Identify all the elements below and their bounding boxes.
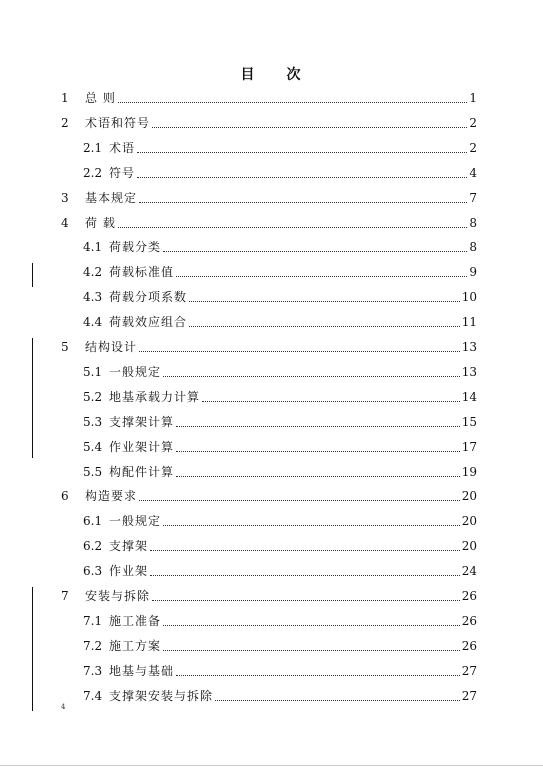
- toc-entry-number: 7: [61, 589, 69, 603]
- toc-leader-dots: [176, 426, 460, 427]
- toc-entry-page-number: 14: [461, 389, 477, 404]
- toc-entry-page-number: 2: [469, 140, 477, 155]
- toc-entry-page-number: 27: [461, 688, 477, 703]
- toc-section-row[interactable]: [83, 288, 477, 306]
- toc-entry-number: 4.4: [83, 315, 103, 330]
- toc-section-row[interactable]: [83, 413, 477, 431]
- toc-leader-dots: [215, 700, 460, 701]
- toc-leader-dots: [163, 251, 467, 252]
- toc-entry-number: 2.1: [83, 140, 103, 155]
- toc-entry-label: 荷载分类: [109, 240, 162, 255]
- toc-entry-label: 符号: [109, 165, 136, 180]
- toc-entry-label: 地基承载力计算: [109, 389, 201, 404]
- toc-entry-page-number: 26: [461, 638, 477, 653]
- toc-entry-page-number: 11: [461, 315, 477, 330]
- toc-entry-page-number: 20: [461, 539, 477, 554]
- toc-entry-page-number: 19: [461, 464, 477, 479]
- toc-leader-dots: [176, 276, 467, 277]
- toc-chapter-row[interactable]: [61, 487, 477, 505]
- revision-change-bar: [32, 587, 33, 711]
- toc-section-row[interactable]: [83, 662, 477, 680]
- toc-entry-number: 6.2: [83, 539, 103, 554]
- toc-leader-dots: [189, 301, 460, 302]
- toc-section-row[interactable]: [83, 238, 477, 256]
- toc-chapter-row[interactable]: [61, 189, 477, 207]
- toc-entry-page-number: 8: [469, 215, 477, 230]
- toc-section-row[interactable]: [83, 537, 477, 555]
- toc-entry-number: 6.3: [83, 564, 103, 579]
- toc-section-row[interactable]: [83, 139, 477, 157]
- toc-entry-label: 支撑架计算: [109, 414, 175, 429]
- toc-leader-dots: [152, 127, 467, 128]
- toc-entry-label: 施工方案: [109, 638, 162, 653]
- toc-entry-label: 荷 载: [85, 215, 116, 230]
- toc-entry-page-number: 20: [461, 514, 477, 529]
- toc-entry-page-number: 4: [469, 165, 477, 180]
- toc-leader-dots: [139, 500, 460, 501]
- toc-entry-number: 4: [61, 215, 69, 230]
- toc-leader-dots: [137, 152, 467, 153]
- toc-entry-label: 荷载标准值: [109, 265, 175, 280]
- toc-entry-label: 一般规定: [109, 364, 162, 379]
- toc-chapter-row[interactable]: [61, 214, 477, 232]
- toc-section-row[interactable]: [83, 612, 477, 630]
- toc-entry-page-number: 10: [461, 290, 477, 305]
- toc-entry-label: 术语: [109, 140, 136, 155]
- bottom-rule: [0, 765, 543, 766]
- toc-section-row[interactable]: [83, 438, 477, 456]
- toc-leader-dots: [163, 650, 460, 651]
- toc-entry-label: 一般规定: [109, 514, 162, 529]
- toc-section-row[interactable]: [83, 463, 477, 481]
- toc-entry-label: 安装与拆除: [85, 589, 151, 603]
- toc-entry-number: 1: [61, 91, 69, 105]
- toc-entry-number: 7.4: [83, 688, 103, 703]
- toc-entry-label: 构造要求: [85, 489, 138, 504]
- toc-entry-number: 2.2: [83, 165, 103, 180]
- toc-entry-page-number: 27: [461, 663, 477, 678]
- toc-leader-dots: [163, 376, 460, 377]
- toc-entry-number: 5.1: [83, 364, 103, 379]
- toc-entry-number: 4.2: [83, 265, 103, 280]
- toc-entry-number: 2: [61, 115, 69, 130]
- toc-entry-page-number: 13: [461, 364, 477, 379]
- toc-entry-number: 5.4: [83, 439, 103, 454]
- toc-entry-label: 地基与基础: [109, 663, 175, 678]
- toc-entry-label: 施工准备: [109, 613, 162, 628]
- toc-leader-dots: [152, 600, 460, 601]
- toc-entry-label: 术语和符号: [85, 115, 151, 130]
- toc-entry-number: 6: [61, 489, 69, 504]
- toc-entry-page-number: 8: [469, 240, 477, 255]
- toc-entry-page-number: 20: [461, 489, 477, 504]
- toc-entry-label: 荷载分项系数: [109, 290, 188, 305]
- toc-entry-number: 4.1: [83, 240, 103, 255]
- toc-leader-dots: [163, 525, 460, 526]
- toc-entry-number: 7.2: [83, 638, 103, 653]
- toc-title-right: 次: [286, 67, 303, 83]
- toc-section-row[interactable]: [83, 687, 477, 705]
- toc-section-row[interactable]: [83, 512, 477, 530]
- toc-entry-label: 作业架计算: [109, 439, 175, 454]
- toc-entry-label: 荷载效应组合: [109, 315, 188, 330]
- toc-entry-number: 5: [61, 340, 69, 354]
- toc-entry-number: 7.3: [83, 663, 103, 678]
- toc-leader-dots: [163, 625, 460, 626]
- toc-entry-page-number: 2: [469, 115, 477, 130]
- toc-entry-page-number: 9: [469, 265, 477, 280]
- toc-entry-page-number: 1: [469, 91, 477, 105]
- toc-section-row[interactable]: [83, 562, 477, 580]
- toc-entry-label: 构配件计算: [109, 464, 175, 479]
- toc-section-row[interactable]: [83, 388, 477, 406]
- toc-chapter-row[interactable]: [61, 114, 477, 132]
- toc-entry-number: 3: [61, 190, 69, 205]
- toc-section-row[interactable]: [83, 363, 477, 381]
- toc-chapter-row[interactable]: [61, 338, 477, 356]
- toc-section-row[interactable]: [83, 313, 477, 331]
- toc-leader-dots: [189, 326, 460, 327]
- revision-change-bar: [32, 338, 33, 458]
- toc-entry-label: 支撑架安装与拆除: [109, 688, 214, 703]
- toc-entry-page-number: 13: [461, 340, 477, 354]
- toc-section-row[interactable]: [83, 637, 477, 655]
- toc-entry-label: 总 则: [85, 91, 116, 105]
- toc-entry-page-number: 24: [461, 564, 477, 579]
- toc-entry-page-number: 26: [461, 613, 477, 628]
- toc-entry-page-number: 26: [461, 589, 477, 603]
- toc-title-left: 目: [240, 67, 257, 83]
- toc-leader-dots: [137, 177, 467, 178]
- toc-leader-dots: [202, 401, 460, 402]
- toc-entry-number: 4.3: [83, 290, 103, 305]
- toc-title: [0, 64, 543, 84]
- toc-entry-label: 基本规定: [85, 190, 138, 205]
- toc-leader-dots: [139, 351, 460, 352]
- toc-entry-label: 作业架: [109, 564, 149, 579]
- toc-leader-dots: [139, 202, 467, 203]
- toc-entry-number: 5.2: [83, 389, 103, 404]
- toc-leader-dots: [150, 550, 460, 551]
- toc-leader-dots: [176, 451, 460, 452]
- toc-entry-number: 5.3: [83, 414, 103, 429]
- toc-chapter-row[interactable]: [61, 89, 477, 107]
- toc-entry-page-number: 7: [469, 190, 477, 205]
- toc-section-row[interactable]: [83, 164, 477, 182]
- footer-page-number: 4: [61, 703, 66, 711]
- toc-entry-page-number: 15: [461, 414, 477, 429]
- toc-leader-dots: [176, 476, 460, 477]
- toc-leader-dots: [118, 227, 467, 228]
- toc-chapter-row[interactable]: [61, 587, 477, 605]
- toc-leader-dots: [150, 575, 460, 576]
- toc-entry-number: 7.1: [83, 613, 103, 628]
- toc-entry-label: 结构设计: [85, 340, 138, 354]
- toc-leader-dots: [176, 675, 460, 676]
- toc-leader-dots: [118, 102, 467, 103]
- toc-entry-number: 5.5: [83, 464, 103, 479]
- toc-entry-number: 6.1: [83, 514, 103, 529]
- toc-entry-label: 支撑架: [109, 539, 149, 554]
- toc-entry-page-number: 17: [461, 439, 477, 454]
- toc-section-row[interactable]: [83, 263, 477, 281]
- revision-change-bar: [32, 263, 33, 287]
